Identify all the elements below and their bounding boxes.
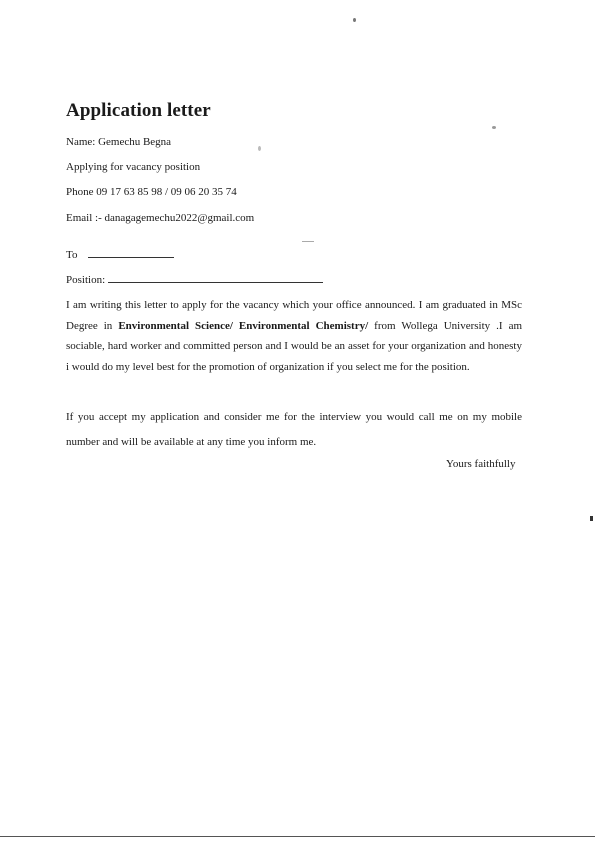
body-paragraph-1 bbox=[66, 295, 522, 377]
applying-line: Applying for vacancy position bbox=[66, 161, 201, 173]
para1-text-b: from Wollega University .I am sociable, hard worker and committed person and I would be an asset for your organization and honesty i would do my level best for the promotion of organization if you select me for the position. bbox=[66, 319, 523, 373]
scan-bottom-edge bbox=[0, 836, 595, 837]
closing-line: Yours faithfully bbox=[446, 458, 516, 470]
to-label: To bbox=[66, 249, 78, 261]
scan-speck bbox=[492, 126, 496, 129]
name-line: Name: Gemechu Begna bbox=[66, 136, 172, 148]
scan-speck bbox=[258, 146, 261, 151]
phone-line: Phone 09 17 63 85 98 / 09 06 20 35 74 bbox=[66, 186, 237, 198]
to-line bbox=[66, 248, 174, 261]
body-paragraph-2: If you accept my application and consider me for the interview you would call me on my mobile number and will be available at any time you inform me. bbox=[66, 411, 522, 448]
para1-text-a: I am writing this letter to apply for the vacancy which your office announced. I am graduated in MSc Degree in bbox=[66, 299, 522, 332]
position-label: Position: bbox=[66, 274, 106, 286]
email-line: Email :- danagagemechu2022@gmail.com bbox=[66, 212, 255, 224]
position-line bbox=[66, 273, 323, 286]
scan-edge-mark bbox=[590, 516, 593, 521]
to-blank bbox=[88, 248, 174, 258]
letter-title: Application letter bbox=[66, 100, 211, 121]
position-blank bbox=[108, 273, 323, 283]
para1-degree-bold: Environmental Science/ Environmental Chemistry/ bbox=[118, 319, 369, 332]
scan-mark bbox=[302, 241, 314, 242]
scan-speck bbox=[353, 18, 356, 22]
